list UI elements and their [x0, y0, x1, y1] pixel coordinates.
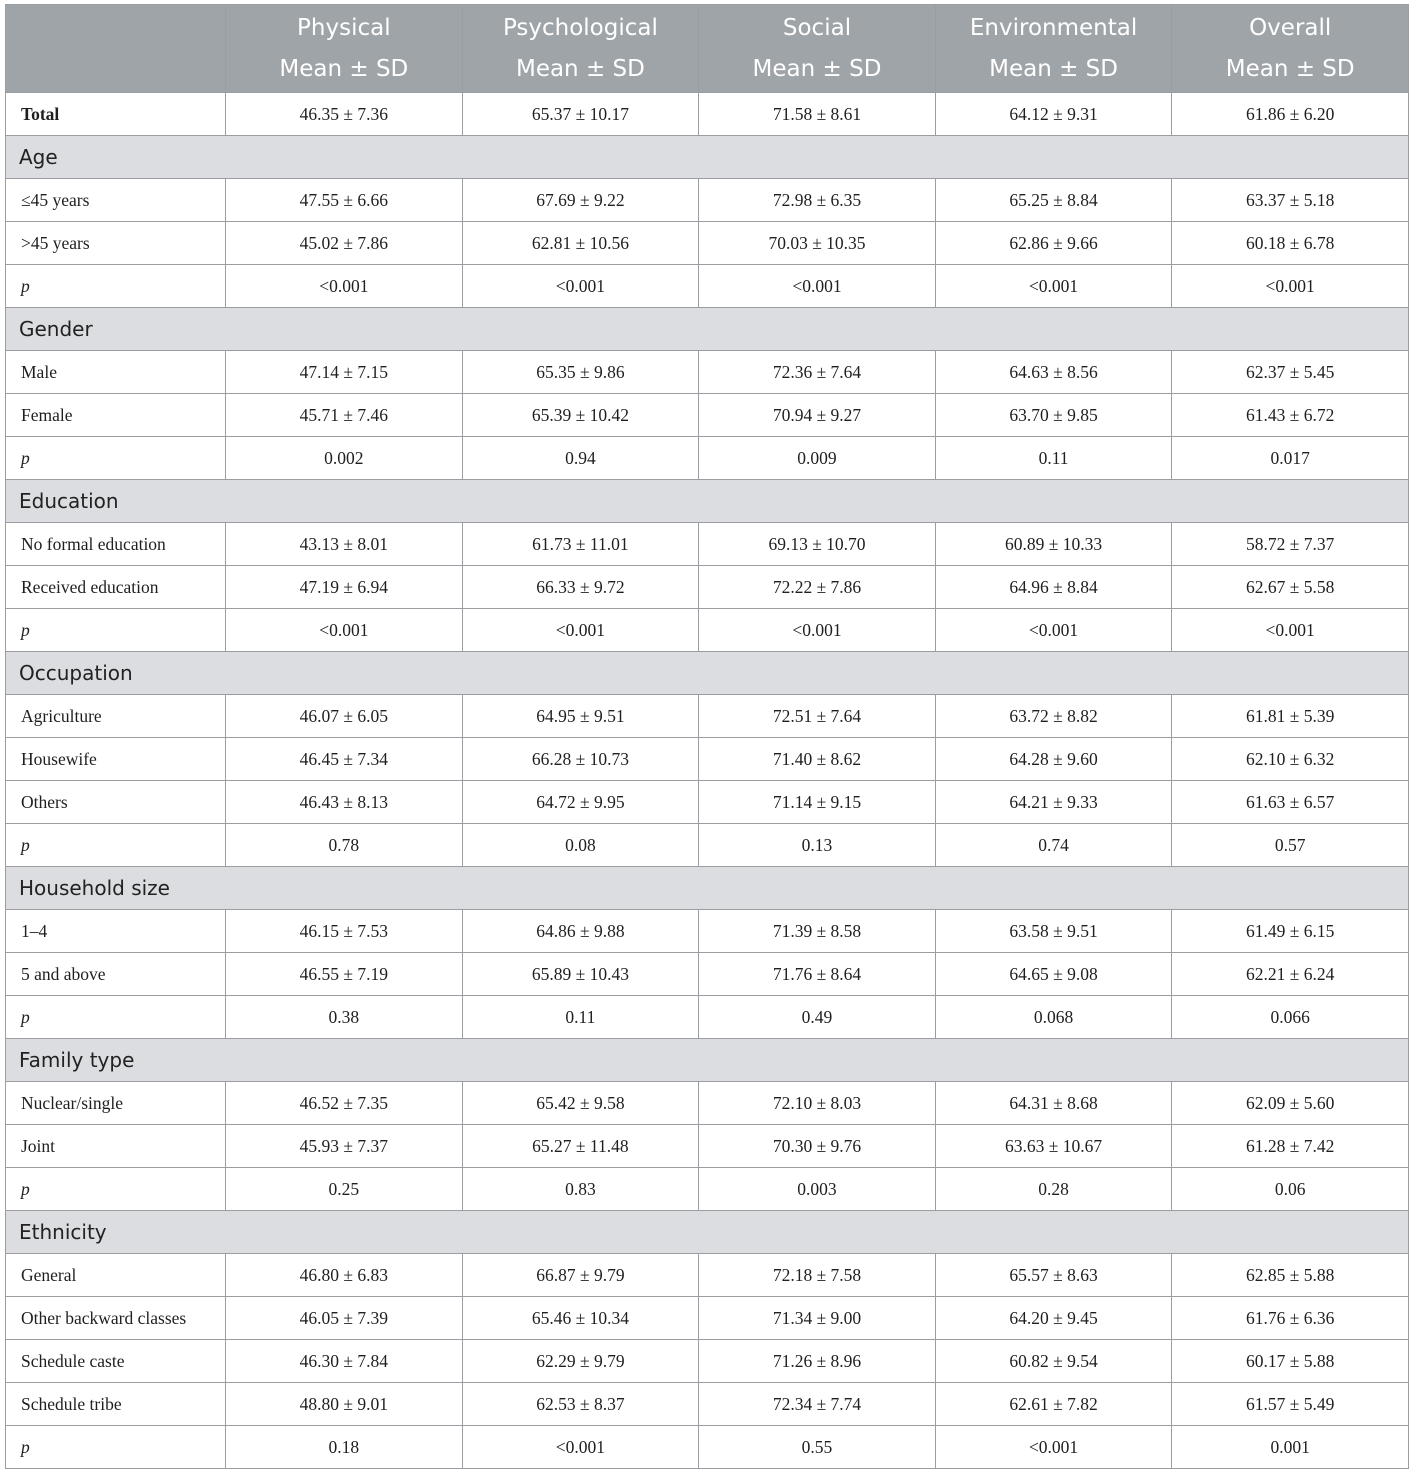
table-cell: 72.34 ± 7.74: [699, 1383, 936, 1426]
table-cell: 70.03 ± 10.35: [699, 222, 936, 265]
p-value-row: [6, 265, 1409, 308]
table-cell: 62.61 ± 7.82: [935, 1383, 1172, 1426]
total-row: [6, 93, 1409, 136]
table-cell: 65.42 ± 9.58: [462, 1082, 699, 1125]
table-cell: 0.002: [226, 437, 463, 480]
table-cell: 0.08: [462, 824, 699, 867]
table-row: [6, 1297, 1409, 1340]
table-cell: 64.12 ± 9.31: [935, 93, 1172, 136]
row-label: Schedule tribe: [6, 1383, 226, 1426]
table-cell: 71.58 ± 8.61: [699, 93, 936, 136]
table-cell: 64.96 ± 8.84: [935, 566, 1172, 609]
table-cell: 45.71 ± 7.46: [226, 394, 463, 437]
table-cell: 60.89 ± 10.33: [935, 523, 1172, 566]
table-cell: 65.25 ± 8.84: [935, 179, 1172, 222]
table-cell: 46.15 ± 7.53: [226, 910, 463, 953]
table-cell: 46.05 ± 7.39: [226, 1297, 463, 1340]
table-cell: 71.76 ± 8.64: [699, 953, 936, 996]
table-cell: 62.67 ± 5.58: [1172, 566, 1409, 609]
table-cell: 61.28 ± 7.42: [1172, 1125, 1409, 1168]
p-value-row: [6, 1168, 1409, 1211]
row-label: ≤45 years: [6, 179, 226, 222]
table-cell: 46.07 ± 6.05: [226, 695, 463, 738]
row-label: Female: [6, 394, 226, 437]
row-label: p: [6, 824, 226, 867]
qol-scores-table: [5, 4, 1409, 1469]
table-cell: 61.49 ± 6.15: [1172, 910, 1409, 953]
table-cell: 0.066: [1172, 996, 1409, 1039]
table-cell: 60.18 ± 6.78: [1172, 222, 1409, 265]
table-cell: 61.81 ± 5.39: [1172, 695, 1409, 738]
group-label: Ethnicity: [6, 1211, 1409, 1254]
table-cell: 45.93 ± 7.37: [226, 1125, 463, 1168]
group-header-row: [6, 867, 1409, 910]
table-cell: 65.57 ± 8.63: [935, 1254, 1172, 1297]
p-value-row: [6, 996, 1409, 1039]
row-label: Housewife: [6, 738, 226, 781]
row-label: p: [6, 437, 226, 480]
row-label: 5 and above: [6, 953, 226, 996]
row-label: Nuclear/single: [6, 1082, 226, 1125]
row-label: p: [6, 1426, 226, 1469]
table-cell: 0.57: [1172, 824, 1409, 867]
table-cell: 0.017: [1172, 437, 1409, 480]
table-cell: 46.35 ± 7.36: [226, 93, 463, 136]
table-cell: 65.46 ± 10.34: [462, 1297, 699, 1340]
group-label: Education: [6, 480, 1409, 523]
table-cell: 48.80 ± 9.01: [226, 1383, 463, 1426]
table-row: [6, 179, 1409, 222]
table-row: [6, 910, 1409, 953]
table-cell: 0.001: [1172, 1426, 1409, 1469]
header-cell-overall: Overall Mean ± SD: [1172, 5, 1409, 93]
table-cell: 62.21 ± 6.24: [1172, 953, 1409, 996]
p-value-row: [6, 1426, 1409, 1469]
table-cell: 66.33 ± 9.72: [462, 566, 699, 609]
p-value-row: [6, 824, 1409, 867]
table-cell: 63.63 ± 10.67: [935, 1125, 1172, 1168]
table-row: [6, 566, 1409, 609]
table-cell: 43.13 ± 8.01: [226, 523, 463, 566]
table-cell: 46.30 ± 7.84: [226, 1340, 463, 1383]
table-cell: 65.89 ± 10.43: [462, 953, 699, 996]
table-row: [6, 781, 1409, 824]
table-cell: 64.95 ± 9.51: [462, 695, 699, 738]
table-row: [6, 1082, 1409, 1125]
table-cell: 0.11: [935, 437, 1172, 480]
header-cell-physical: Physical Mean ± SD: [226, 5, 463, 93]
table-cell: 61.63 ± 6.57: [1172, 781, 1409, 824]
table-cell: 64.31 ± 8.68: [935, 1082, 1172, 1125]
table-cell: 0.068: [935, 996, 1172, 1039]
table-cell: 0.003: [699, 1168, 936, 1211]
table-row: [6, 222, 1409, 265]
table-cell: 62.09 ± 5.60: [1172, 1082, 1409, 1125]
table-cell: 64.65 ± 9.08: [935, 953, 1172, 996]
group-label: Occupation: [6, 652, 1409, 695]
table-row: [6, 1340, 1409, 1383]
table-cell: 65.37 ± 10.17: [462, 93, 699, 136]
table-cell: 0.49: [699, 996, 936, 1039]
table-cell: 46.55 ± 7.19: [226, 953, 463, 996]
row-label: p: [6, 1168, 226, 1211]
row-label: 1–4: [6, 910, 226, 953]
table-cell: 62.37 ± 5.45: [1172, 351, 1409, 394]
row-label: No formal education: [6, 523, 226, 566]
table-row: [6, 953, 1409, 996]
table-cell: 71.39 ± 8.58: [699, 910, 936, 953]
table-cell: 61.76 ± 6.36: [1172, 1297, 1409, 1340]
table-cell: 64.63 ± 8.56: [935, 351, 1172, 394]
table-cell: 61.57 ± 5.49: [1172, 1383, 1409, 1426]
table-header: [6, 5, 1409, 93]
table-row: [6, 351, 1409, 394]
table-cell: 71.34 ± 9.00: [699, 1297, 936, 1340]
table-cell: 0.18: [226, 1426, 463, 1469]
table-row: [6, 523, 1409, 566]
table-cell: 60.17 ± 5.88: [1172, 1340, 1409, 1383]
row-label: >45 years: [6, 222, 226, 265]
row-label: p: [6, 265, 226, 308]
table-cell: <0.001: [462, 1426, 699, 1469]
table-cell: 71.26 ± 8.96: [699, 1340, 936, 1383]
table-cell: 60.82 ± 9.54: [935, 1340, 1172, 1383]
row-label: Agriculture: [6, 695, 226, 738]
table-cell: 62.10 ± 6.32: [1172, 738, 1409, 781]
table-cell: 69.13 ± 10.70: [699, 523, 936, 566]
table-cell: 0.94: [462, 437, 699, 480]
table-cell: 64.21 ± 9.33: [935, 781, 1172, 824]
table-cell: 65.39 ± 10.42: [462, 394, 699, 437]
row-label: p: [6, 996, 226, 1039]
table-cell: <0.001: [935, 1426, 1172, 1469]
table-cell: 0.38: [226, 996, 463, 1039]
row-label: Total: [6, 93, 226, 136]
table-cell: <0.001: [462, 609, 699, 652]
row-label: Received education: [6, 566, 226, 609]
row-label: p: [6, 609, 226, 652]
row-label: General: [6, 1254, 226, 1297]
table-cell: <0.001: [699, 609, 936, 652]
table-cell: 62.85 ± 5.88: [1172, 1254, 1409, 1297]
group-label: Gender: [6, 308, 1409, 351]
table-cell: 47.19 ± 6.94: [226, 566, 463, 609]
table-cell: 0.74: [935, 824, 1172, 867]
header-row: [6, 5, 1409, 93]
table-cell: 0.28: [935, 1168, 1172, 1211]
table-cell: 46.52 ± 7.35: [226, 1082, 463, 1125]
table-row: [6, 1254, 1409, 1297]
table-cell: 65.35 ± 9.86: [462, 351, 699, 394]
row-label: Schedule caste: [6, 1340, 226, 1383]
group-header-row: [6, 136, 1409, 179]
row-label: Male: [6, 351, 226, 394]
table-cell: 63.72 ± 8.82: [935, 695, 1172, 738]
table-cell: <0.001: [935, 265, 1172, 308]
table-cell: <0.001: [226, 609, 463, 652]
group-header-row: [6, 480, 1409, 523]
header-cell-social: Social Mean ± SD: [699, 5, 936, 93]
table-row: [6, 394, 1409, 437]
table-cell: 70.94 ± 9.27: [699, 394, 936, 437]
group-header-row: [6, 652, 1409, 695]
table-cell: 71.40 ± 8.62: [699, 738, 936, 781]
table-cell: 63.37 ± 5.18: [1172, 179, 1409, 222]
group-header-row: [6, 308, 1409, 351]
header-cell-psychological: Psychological Mean ± SD: [462, 5, 699, 93]
table-cell: 62.81 ± 10.56: [462, 222, 699, 265]
table-cell: 72.10 ± 8.03: [699, 1082, 936, 1125]
table-cell: 72.22 ± 7.86: [699, 566, 936, 609]
table-row: [6, 1383, 1409, 1426]
group-label: Age: [6, 136, 1409, 179]
row-label: Other backward classes: [6, 1297, 226, 1340]
table-cell: 0.25: [226, 1168, 463, 1211]
table-cell: 66.28 ± 10.73: [462, 738, 699, 781]
table-cell: 58.72 ± 7.37: [1172, 523, 1409, 566]
table-cell: 0.55: [699, 1426, 936, 1469]
table-cell: 62.53 ± 8.37: [462, 1383, 699, 1426]
table-cell: 0.009: [699, 437, 936, 480]
table-cell: <0.001: [935, 609, 1172, 652]
table-cell: <0.001: [699, 265, 936, 308]
p-value-row: [6, 437, 1409, 480]
table-cell: 65.27 ± 11.48: [462, 1125, 699, 1168]
table-cell: 0.11: [462, 996, 699, 1039]
table-cell: 72.18 ± 7.58: [699, 1254, 936, 1297]
table-cell: 46.45 ± 7.34: [226, 738, 463, 781]
table-cell: 62.29 ± 9.79: [462, 1340, 699, 1383]
table-cell: <0.001: [1172, 609, 1409, 652]
table-cell: 72.98 ± 6.35: [699, 179, 936, 222]
table-row: [6, 1125, 1409, 1168]
table-cell: 45.02 ± 7.86: [226, 222, 463, 265]
group-label: Family type: [6, 1039, 1409, 1082]
table-cell: 0.13: [699, 824, 936, 867]
table-cell: <0.001: [226, 265, 463, 308]
p-value-row: [6, 609, 1409, 652]
row-label: Others: [6, 781, 226, 824]
table-cell: <0.001: [1172, 265, 1409, 308]
table-cell: 66.87 ± 9.79: [462, 1254, 699, 1297]
table-cell: 61.43 ± 6.72: [1172, 394, 1409, 437]
table-cell: 0.78: [226, 824, 463, 867]
table-row: [6, 695, 1409, 738]
table-cell: 72.36 ± 7.64: [699, 351, 936, 394]
group-header-row: [6, 1211, 1409, 1254]
table-cell: 64.20 ± 9.45: [935, 1297, 1172, 1340]
table-cell: 61.73 ± 11.01: [462, 523, 699, 566]
table-cell: 64.72 ± 9.95: [462, 781, 699, 824]
header-cell-label: [6, 5, 226, 93]
table-cell: 0.83: [462, 1168, 699, 1211]
table-cell: 72.51 ± 7.64: [699, 695, 936, 738]
table-cell: 62.86 ± 9.66: [935, 222, 1172, 265]
table-cell: 46.80 ± 6.83: [226, 1254, 463, 1297]
table-cell: 64.28 ± 9.60: [935, 738, 1172, 781]
table-cell: 63.58 ± 9.51: [935, 910, 1172, 953]
table-cell: 0.06: [1172, 1168, 1409, 1211]
group-header-row: [6, 1039, 1409, 1082]
group-label: Household size: [6, 867, 1409, 910]
table-cell: 47.55 ± 6.66: [226, 179, 463, 222]
table-cell: 70.30 ± 9.76: [699, 1125, 936, 1168]
row-label: Joint: [6, 1125, 226, 1168]
table-cell: 63.70 ± 9.85: [935, 394, 1172, 437]
table-cell: 47.14 ± 7.15: [226, 351, 463, 394]
table-cell: 71.14 ± 9.15: [699, 781, 936, 824]
table-cell: 46.43 ± 8.13: [226, 781, 463, 824]
header-cell-environmental: Environmental Mean ± SD: [935, 5, 1172, 93]
table-cell: 64.86 ± 9.88: [462, 910, 699, 953]
table-body: [6, 93, 1409, 1469]
table-row: [6, 738, 1409, 781]
table-cell: 61.86 ± 6.20: [1172, 93, 1409, 136]
table-cell: <0.001: [462, 265, 699, 308]
table-cell: 67.69 ± 9.22: [462, 179, 699, 222]
